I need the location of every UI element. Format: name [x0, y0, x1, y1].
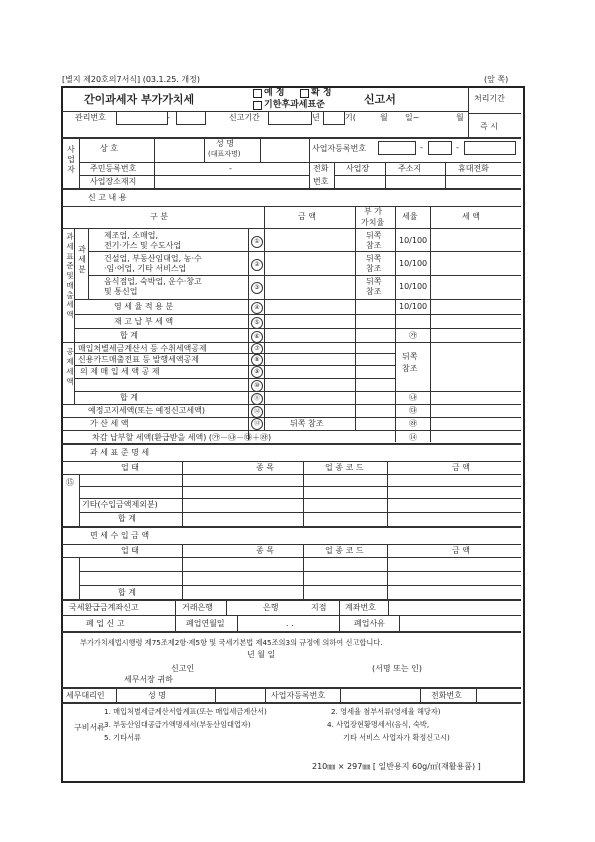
sum1-tax-no: ㉮	[409, 331, 417, 340]
processing-period-label: 처리기간	[474, 94, 505, 103]
refund-account-label: 계좌번호	[345, 603, 376, 612]
biz-reg-dash-2: -	[456, 143, 459, 152]
sum2-tax-no: ㉯	[409, 393, 417, 402]
period-label: 신고기간	[229, 113, 260, 122]
trade-name-label: 상 호	[100, 144, 118, 153]
deduction1-no: ⑦	[251, 343, 263, 355]
mgmt-no-field-1[interactable]	[116, 111, 168, 125]
exempt-sum: 합 계	[118, 588, 136, 597]
form-title: 간이과세자 부가가치세	[84, 93, 195, 106]
row3-tax-rate: 10/100	[399, 282, 428, 291]
exempt-col-code: 업 종 코 드	[325, 546, 364, 555]
col-tax-rate: 세율	[402, 212, 418, 221]
sum2-no: ⑪	[251, 393, 263, 405]
tax-base-col-code: 업 종 코 드	[325, 463, 364, 472]
closure-reason-label: 폐업사유	[354, 619, 385, 628]
reporter-label: 신고인	[171, 664, 195, 673]
deduction-note: 뒤쪽	[402, 352, 418, 361]
attachment-1: 1. 매입처별세금계산서합계표(또는 매입세금계산서)	[104, 707, 267, 716]
sum2-label: 합 계	[120, 393, 138, 402]
col-vat-rate: 부 가	[364, 207, 382, 216]
attachment-5: 5. 기타서류	[104, 733, 141, 742]
attachments-label: 구비서류	[74, 723, 105, 732]
page-side: (앞 쪽)	[484, 75, 509, 84]
phone-label-2: 번호	[313, 177, 329, 186]
row1-label-2: 전기·가스 및 수도사업	[104, 241, 182, 250]
row3-no: ③	[251, 282, 263, 294]
tax-base-row-no: ⑮	[66, 478, 74, 487]
mgmt-no-field-2[interactable]	[176, 111, 206, 125]
phone-mobile: 휴대전화	[458, 164, 489, 173]
penalty-tax-no: ㉱	[409, 419, 417, 428]
period-year-label: 년	[312, 113, 320, 122]
attachment-3: 3. 부동산임대공급가액명세서(부동산임대업자)	[104, 720, 251, 729]
attachment-4-cont: 기타 서비스 사업자가 확정신고시)	[343, 733, 450, 742]
row2-rate-note: 뒤쪽	[366, 254, 382, 263]
exempt-col-business: 업 태	[121, 546, 139, 555]
agent-phone-label: 전화번호	[431, 691, 462, 700]
period-day-label: 일~	[405, 113, 420, 122]
form-title-suffix: 신고서	[364, 93, 396, 106]
tax-base-col-business: 업 태	[121, 463, 139, 472]
attachment-4: 4. 사업장현황명세서(음식, 숙박,	[327, 720, 430, 729]
prepaid-tax-no: ㉰	[409, 406, 417, 415]
row1-tax-rate: 10/100	[399, 236, 428, 245]
row3-label: 음식점업, 숙박업, 운수·창고	[104, 277, 202, 286]
row1-rate-note-2: 참조	[366, 241, 382, 250]
option-preliminary: 예 정	[264, 88, 285, 98]
mgmt-dash: -	[167, 113, 170, 122]
refund-bank-label: 거래은행	[182, 603, 213, 612]
report-section-title: 신 고 내 용	[88, 193, 127, 202]
row3-rate-note: 뒤쪽	[366, 277, 382, 286]
closure-date-label: 폐업연월일	[186, 619, 225, 628]
form-id: [별지 제20호의7서식] (03.1.25. 개정)	[62, 75, 201, 84]
col-category: 구 분	[150, 212, 168, 221]
agent-label: 세무대리인	[66, 691, 105, 700]
mgmt-no-label: 관리번호	[75, 113, 106, 122]
business-side-label: 사업자	[67, 145, 75, 174]
exempt-col-amount: 금 액	[452, 546, 470, 555]
row1-rate-note: 뒤쪽	[366, 231, 382, 240]
side-deduction-label: 공제세액	[66, 347, 74, 387]
row2-no: ②	[251, 259, 263, 271]
inventory-label: 재 고 납 부 세 액	[114, 317, 174, 326]
addressee: 세무서장 귀하	[124, 675, 173, 684]
checkbox-final[interactable]	[300, 89, 309, 98]
period-month-label: 월	[380, 113, 388, 122]
col-amount: 금 액	[298, 212, 316, 221]
checkbox-preliminary[interactable]	[253, 89, 262, 98]
closure-label: 폐 업 신 고	[86, 619, 125, 628]
attachment-2: 2. 영세율 첨부서류(영세율 해당자)	[331, 707, 441, 716]
phone-label: 전화	[313, 164, 329, 173]
period-month2-label: 월	[456, 113, 464, 122]
refund-branch-label: 지점	[311, 603, 327, 612]
penalty-no: ⑬	[251, 418, 263, 430]
sign-note: (서명 또는 인)	[372, 664, 422, 673]
phone-workplace: 사업장	[346, 164, 370, 173]
biz-reg-no-label: 사업자등록번호	[312, 144, 367, 153]
row2-label-2: ·임·어업, 기타 서비스업	[104, 264, 187, 273]
zero-rate-tax-rate: 10/100	[399, 302, 428, 311]
prepaid-label: 예정고지세액(또는 예정신고세액)	[88, 406, 205, 415]
inventory-no: ⑤	[251, 317, 263, 329]
row1-label: 제조업, 소매업,	[104, 231, 158, 240]
deduction2-label: 신용카드매출전표 등 발행세액공제	[78, 355, 200, 364]
period-term-field[interactable]	[323, 111, 345, 125]
deduction-note-2: 참조	[402, 364, 418, 373]
exempt-title: 면 세 수 입 금 액	[90, 531, 150, 540]
declaration-text: 부가가치세법시행령 제75조제2항·제5항 및 국세기본법 제45조의3의 규정에 의하여 신고합니다.	[80, 638, 383, 647]
option-final: 확 정	[311, 88, 332, 98]
row2-tax-rate: 10/100	[399, 259, 428, 268]
zero-rate-no: ④	[251, 302, 263, 314]
prepaid-no: ⑫	[251, 406, 263, 418]
row1-no: ①	[251, 236, 263, 248]
col-vat-rate-2: 가치율	[361, 218, 385, 227]
deduction4-no: ⑩	[251, 380, 263, 392]
deduction1-label: 매입처별세금계산서 등 수취세액공제	[78, 344, 207, 353]
tax-base-col-amount: 금 액	[452, 463, 470, 472]
resident-no-label: 주민등록번호	[90, 164, 137, 173]
refund-label: 국세환급금계좌신고	[69, 603, 139, 612]
owner-name-label: 성 명	[216, 139, 234, 148]
biz-reg-no-field-3[interactable]	[464, 141, 516, 155]
deduction3-label: 의 제 매 입 세 액 공 제	[80, 367, 160, 376]
biz-reg-dash-1: -	[420, 143, 423, 152]
agent-reg-no-label: 사업자등록번호	[271, 691, 326, 700]
final-tax-label: 차감 납부할 세액(환급받을 세액) (㉮－㉯－㉰＋㉱)	[92, 433, 272, 442]
exempt-col-item: 종 목	[256, 546, 274, 555]
penalty-note: 뒤쪽 참조	[290, 419, 324, 428]
row2-rate-note-2: 참조	[366, 264, 382, 273]
sum1-no: ⑥	[251, 331, 263, 343]
side-tax-base-label: 과세표준및매출세액	[66, 232, 74, 319]
row3-rate-note-2: 참조	[366, 287, 382, 296]
location-label: 사업장소재지	[90, 177, 137, 186]
sum1-label: 합 계	[120, 331, 138, 340]
deduction2-no: ⑧	[251, 354, 263, 366]
tax-base-col-item: 종 목	[256, 463, 274, 472]
refund-bank-suffix: 은행	[263, 603, 279, 612]
col-tax: 세 액	[462, 212, 480, 221]
final-tax-no: ⑭	[409, 433, 417, 442]
declaration-date: 년 월 일	[247, 650, 276, 659]
owner-name-sub: (대표자명)	[208, 150, 241, 158]
row2-label: 건설업, 부동산임대업, 농·수	[104, 254, 202, 263]
deduction3-no: ⑨	[251, 366, 263, 378]
paper-spec: 210㎜ × 297㎜ [ 일반용지 60g/㎡(재활용품) ]	[312, 762, 481, 771]
tax-base-title: 과 세 표 준 명 세	[90, 448, 150, 457]
tax-base-other: 기타(수입금액제외분)	[82, 500, 158, 509]
option-late: 기한후과세표준	[264, 100, 325, 110]
penalty-label: 가 산 세 액	[90, 419, 129, 428]
tax-base-sum: 합 계	[118, 514, 136, 523]
processing-period-value: 즉 시	[480, 122, 498, 131]
period-term-label: 기(	[345, 113, 356, 122]
closure-date-value: . .	[286, 619, 294, 628]
zero-rate-label: 영 세 율 적 용 분	[114, 302, 174, 311]
resident-dash: -	[229, 164, 232, 173]
agent-name-label: 성 명	[148, 691, 166, 700]
checkbox-late[interactable]	[253, 101, 262, 110]
side-taxable-label: 과세분	[78, 245, 86, 274]
biz-reg-no-field-1[interactable]	[378, 141, 416, 155]
phone-address: 주소지	[398, 164, 422, 173]
period-year-field[interactable]	[268, 111, 312, 125]
biz-reg-no-field-2[interactable]	[428, 141, 452, 155]
row3-label-2: 및 통신업	[104, 287, 138, 296]
